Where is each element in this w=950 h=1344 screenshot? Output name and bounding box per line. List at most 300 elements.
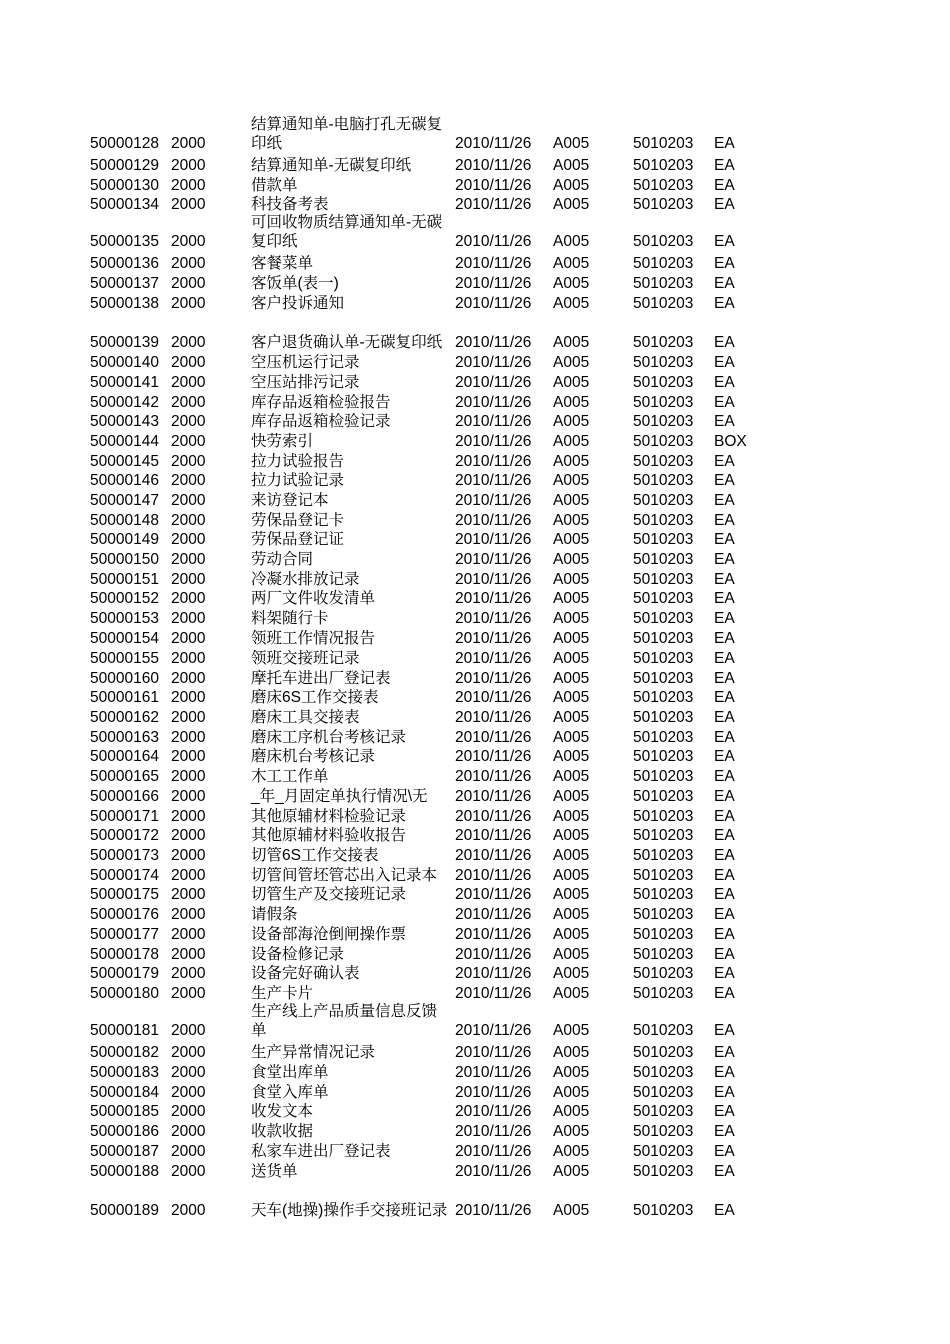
account-cell: 5010203 — [633, 334, 694, 351]
unit-cell: EA — [714, 334, 735, 351]
description-cell: 劳动合同 — [251, 551, 314, 568]
account-cell: 5010203 — [633, 689, 694, 706]
material-code-cell: 50000155 — [90, 650, 159, 667]
account-cell: 5010203 — [633, 768, 694, 785]
material-code-cell: 50000179 — [90, 965, 159, 982]
unit-cell: EA — [714, 177, 735, 194]
unit-cell: EA — [714, 926, 735, 943]
unit-cell: EA — [714, 650, 735, 667]
plant-code-cell: 2000 — [171, 985, 206, 1002]
material-code-cell: 50000189 — [90, 1202, 159, 1219]
type-cell: A005 — [553, 157, 590, 174]
description-cell: 天车(地操)操作手交接班记录 — [251, 1202, 448, 1219]
material-code-cell: 50000136 — [90, 255, 159, 272]
table-row — [0, 707, 950, 727]
plant-code-cell: 2000 — [171, 394, 206, 411]
unit-cell: EA — [714, 472, 735, 489]
table-row — [0, 1121, 950, 1141]
material-code-cell: 50000175 — [90, 886, 159, 903]
plant-code-cell: 2000 — [171, 827, 206, 844]
unit-cell: EA — [714, 551, 735, 568]
description-cell: 摩托车进出厂登记表 — [251, 670, 391, 687]
date-cell: 2010/11/26 — [455, 1163, 532, 1180]
table-row — [0, 431, 950, 451]
plant-code-cell: 2000 — [171, 1044, 206, 1061]
plant-code-cell: 2000 — [171, 1084, 206, 1101]
material-code-cell: 50000187 — [90, 1143, 159, 1160]
date-cell: 2010/11/26 — [455, 394, 532, 411]
account-cell: 5010203 — [633, 729, 694, 746]
material-code-cell: 50000183 — [90, 1064, 159, 1081]
account-cell: 5010203 — [633, 867, 694, 884]
material-code-cell: 50000150 — [90, 551, 159, 568]
table-row — [0, 372, 950, 392]
date-cell: 2010/11/26 — [455, 630, 532, 647]
table-row — [0, 628, 950, 648]
type-cell: A005 — [553, 689, 590, 706]
material-code-cell: 50000162 — [90, 709, 159, 726]
description-cell: 料架随行卡 — [251, 610, 329, 627]
date-cell: 2010/11/26 — [455, 492, 532, 509]
unit-cell: EA — [714, 906, 735, 923]
unit-cell: EA — [714, 413, 735, 430]
unit-cell: EA — [714, 847, 735, 864]
table-row — [0, 1042, 950, 1062]
table-row — [0, 1161, 950, 1181]
type-cell: A005 — [553, 551, 590, 568]
table-row — [0, 806, 950, 826]
plant-code-cell: 2000 — [171, 453, 206, 470]
date-cell: 2010/11/26 — [455, 729, 532, 746]
date-cell: 2010/11/26 — [455, 354, 532, 371]
material-code-cell: 50000165 — [90, 768, 159, 785]
account-cell: 5010203 — [633, 827, 694, 844]
type-cell: A005 — [553, 965, 590, 982]
date-cell: 2010/11/26 — [455, 531, 532, 548]
plant-code-cell: 2000 — [171, 334, 206, 351]
date-cell: 2010/11/26 — [455, 255, 532, 272]
account-cell: 5010203 — [633, 255, 694, 272]
material-code-cell: 50000181 — [90, 1022, 159, 1039]
material-code-cell: 50000166 — [90, 788, 159, 805]
unit-cell: EA — [714, 867, 735, 884]
material-code-cell: 50000174 — [90, 867, 159, 884]
account-cell: 5010203 — [633, 433, 694, 450]
unit-cell: EA — [714, 1044, 735, 1061]
type-cell: A005 — [553, 590, 590, 607]
plant-code-cell: 2000 — [171, 748, 206, 765]
type-cell: A005 — [553, 709, 590, 726]
plant-code-cell: 2000 — [171, 492, 206, 509]
account-cell: 5010203 — [633, 1202, 694, 1219]
table-row — [0, 588, 950, 608]
table-row — [0, 1082, 950, 1102]
plant-code-cell: 2000 — [171, 630, 206, 647]
account-cell: 5010203 — [633, 1064, 694, 1081]
type-cell: A005 — [553, 670, 590, 687]
table-row — [0, 687, 950, 707]
date-cell: 2010/11/26 — [455, 689, 532, 706]
plant-code-cell: 2000 — [171, 571, 206, 588]
date-cell: 2010/11/26 — [455, 1084, 532, 1101]
description-cell: 收发文本 — [251, 1103, 314, 1120]
date-cell: 2010/11/26 — [455, 275, 532, 292]
description-cell: 磨床工序机台考核记录 — [251, 729, 407, 746]
description-cell: 劳保品登记卡 — [251, 512, 345, 529]
type-cell: A005 — [553, 1084, 590, 1101]
date-cell: 2010/11/26 — [455, 1064, 532, 1081]
date-cell: 2010/11/26 — [455, 768, 532, 785]
account-cell: 5010203 — [633, 1103, 694, 1120]
material-code-cell: 50000140 — [90, 354, 159, 371]
unit-cell: EA — [714, 827, 735, 844]
material-code-cell: 50000129 — [90, 157, 159, 174]
table-row — [0, 845, 950, 865]
unit-cell: EA — [714, 709, 735, 726]
type-cell: A005 — [553, 374, 590, 391]
type-cell: A005 — [553, 295, 590, 312]
description-cell: 切管生产及交接班记录 — [251, 886, 407, 903]
material-code-cell: 50000173 — [90, 847, 159, 864]
description-cell: 食堂出库单 — [251, 1064, 329, 1081]
account-cell: 5010203 — [633, 985, 694, 1002]
description-cell: 收款收据 — [251, 1123, 314, 1140]
plant-code-cell: 2000 — [171, 531, 206, 548]
material-code-cell: 50000134 — [90, 196, 159, 213]
plant-code-cell: 2000 — [171, 255, 206, 272]
table-row — [0, 865, 950, 885]
date-cell: 2010/11/26 — [455, 1103, 532, 1120]
date-cell: 2010/11/26 — [455, 157, 532, 174]
material-code-cell: 50000144 — [90, 433, 159, 450]
description-cell: 其他原辅材料验收报告 — [251, 827, 407, 844]
material-code-cell: 50000128 — [90, 135, 159, 152]
table-row — [0, 549, 950, 569]
date-cell: 2010/11/26 — [455, 1143, 532, 1160]
description-cell: 设备检修记录 — [251, 946, 345, 963]
table-row — [0, 1062, 950, 1082]
type-cell: A005 — [553, 334, 590, 351]
material-code-cell: 50000180 — [90, 985, 159, 1002]
type-cell: A005 — [553, 177, 590, 194]
type-cell: A005 — [553, 1202, 590, 1219]
table-row — [0, 884, 950, 904]
table-row — [0, 490, 950, 510]
type-cell: A005 — [553, 610, 590, 627]
description-cell: 生产异常情况记录 — [251, 1044, 376, 1061]
material-code-cell: 50000135 — [90, 233, 159, 250]
account-cell: 5010203 — [633, 1044, 694, 1061]
account-cell: 5010203 — [633, 472, 694, 489]
unit-cell: EA — [714, 453, 735, 470]
plant-code-cell: 2000 — [171, 1064, 206, 1081]
material-code-cell: 50000142 — [90, 394, 159, 411]
date-cell: 2010/11/26 — [455, 196, 532, 213]
description-cell: 库存品返箱检验记录 — [251, 413, 391, 430]
type-cell: A005 — [553, 827, 590, 844]
table-row — [0, 332, 950, 352]
account-cell: 5010203 — [633, 275, 694, 292]
date-cell: 2010/11/26 — [455, 590, 532, 607]
unit-cell: EA — [714, 196, 735, 213]
table-row — [0, 608, 950, 628]
unit-cell: EA — [714, 1084, 735, 1101]
unit-cell: EA — [714, 965, 735, 982]
plant-code-cell: 2000 — [171, 788, 206, 805]
description-cell: 借款单 — [251, 177, 298, 194]
description-cell: 送货单 — [251, 1163, 298, 1180]
plant-code-cell: 2000 — [171, 233, 206, 250]
unit-cell: EA — [714, 630, 735, 647]
unit-cell: EA — [714, 748, 735, 765]
plant-code-cell: 2000 — [171, 1163, 206, 1180]
table-row — [0, 786, 950, 806]
plant-code-cell: 2000 — [171, 729, 206, 746]
material-code-cell: 50000172 — [90, 827, 159, 844]
table-row — [0, 668, 950, 688]
material-code-cell: 50000188 — [90, 1163, 159, 1180]
table-row — [0, 451, 950, 471]
plant-code-cell: 2000 — [171, 650, 206, 667]
table-row — [0, 944, 950, 964]
account-cell: 5010203 — [633, 590, 694, 607]
description-cell: 切管间管坯管芯出入记录本 — [251, 867, 438, 884]
description-cell: 切管6S工作交接表 — [251, 847, 379, 864]
table-row — [0, 766, 950, 786]
type-cell: A005 — [553, 650, 590, 667]
unit-cell: EA — [714, 768, 735, 785]
table-row — [0, 1141, 950, 1161]
date-cell: 2010/11/26 — [455, 650, 532, 667]
unit-cell: EA — [714, 275, 735, 292]
date-cell: 2010/11/26 — [455, 571, 532, 588]
account-cell: 5010203 — [633, 630, 694, 647]
description-cell: 木工工作单 — [251, 768, 329, 785]
type-cell: A005 — [553, 433, 590, 450]
type-cell: A005 — [553, 1103, 590, 1120]
description-cell: 磨床机台考核记录 — [251, 748, 376, 765]
material-code-cell: 50000148 — [90, 512, 159, 529]
date-cell: 2010/11/26 — [455, 788, 532, 805]
description-cell: 结算通知单-无碳复印纸 — [251, 157, 412, 174]
type-cell: A005 — [553, 926, 590, 943]
description-cell: 磨床工具交接表 — [251, 709, 360, 726]
type-cell: A005 — [553, 1163, 590, 1180]
material-code-cell: 50000152 — [90, 590, 159, 607]
type-cell: A005 — [553, 492, 590, 509]
unit-cell: EA — [714, 808, 735, 825]
plant-code-cell: 2000 — [171, 354, 206, 371]
plant-code-cell: 2000 — [171, 295, 206, 312]
account-cell: 5010203 — [633, 551, 694, 568]
description-cell: 生产线上产品质量信息反馈单 — [251, 1003, 438, 1039]
type-cell: A005 — [553, 748, 590, 765]
plant-code-cell: 2000 — [171, 1202, 206, 1219]
plant-code-cell: 2000 — [171, 808, 206, 825]
plant-code-cell: 2000 — [171, 1123, 206, 1140]
unit-cell: EA — [714, 1064, 735, 1081]
description-cell: 空压站排污记录 — [251, 374, 360, 391]
unit-cell: EA — [714, 985, 735, 1002]
date-cell: 2010/11/26 — [455, 847, 532, 864]
description-cell: 私家车进出厂登记表 — [251, 1143, 391, 1160]
plant-code-cell: 2000 — [171, 965, 206, 982]
account-cell: 5010203 — [633, 946, 694, 963]
material-code-cell: 50000154 — [90, 630, 159, 647]
plant-code-cell: 2000 — [171, 1103, 206, 1120]
type-cell: A005 — [553, 1022, 590, 1039]
type-cell: A005 — [553, 135, 590, 152]
date-cell: 2010/11/26 — [455, 135, 532, 152]
type-cell: A005 — [553, 531, 590, 548]
date-cell: 2010/11/26 — [455, 906, 532, 923]
material-code-cell: 50000138 — [90, 295, 159, 312]
unit-cell: EA — [714, 788, 735, 805]
table-row — [0, 1001, 950, 1040]
material-code-cell: 50000151 — [90, 571, 159, 588]
material-code-cell: 50000186 — [90, 1123, 159, 1140]
plant-code-cell: 2000 — [171, 709, 206, 726]
account-cell: 5010203 — [633, 295, 694, 312]
date-cell: 2010/11/26 — [455, 413, 532, 430]
account-cell: 5010203 — [633, 788, 694, 805]
date-cell: 2010/11/26 — [455, 512, 532, 529]
account-cell: 5010203 — [633, 233, 694, 250]
date-cell: 2010/11/26 — [455, 453, 532, 470]
table-row — [0, 273, 950, 293]
unit-cell: EA — [714, 689, 735, 706]
table-row — [0, 175, 950, 195]
account-cell: 5010203 — [633, 374, 694, 391]
account-cell: 5010203 — [633, 1163, 694, 1180]
type-cell: A005 — [553, 413, 590, 430]
description-cell: 设备完好确认表 — [251, 965, 360, 982]
material-code-cell: 50000147 — [90, 492, 159, 509]
description-cell: 其他原辅材料检验记录 — [251, 808, 407, 825]
account-cell: 5010203 — [633, 1143, 694, 1160]
description-cell: 可回收物质结算通知单-无碳复印纸 — [251, 214, 443, 250]
account-cell: 5010203 — [633, 394, 694, 411]
description-cell: 科技备考表 — [251, 196, 329, 213]
plant-code-cell: 2000 — [171, 135, 206, 152]
description-cell: 磨床6S工作交接表 — [251, 689, 379, 706]
type-cell: A005 — [553, 512, 590, 529]
date-cell: 2010/11/26 — [455, 748, 532, 765]
account-cell: 5010203 — [633, 413, 694, 430]
material-code-cell: 50000130 — [90, 177, 159, 194]
account-cell: 5010203 — [633, 748, 694, 765]
table-row — [0, 293, 950, 313]
description-cell: 快劳索引 — [251, 433, 314, 450]
date-cell: 2010/11/26 — [455, 1202, 532, 1219]
description-cell: 拉力试验报告 — [251, 453, 345, 470]
plant-code-cell: 2000 — [171, 472, 206, 489]
plant-code-cell: 2000 — [171, 768, 206, 785]
plant-code-cell: 2000 — [171, 1022, 206, 1039]
unit-cell: EA — [714, 157, 735, 174]
material-code-cell: 50000185 — [90, 1103, 159, 1120]
plant-code-cell: 2000 — [171, 926, 206, 943]
description-cell: 生产卡片 — [251, 985, 314, 1002]
unit-cell: EA — [714, 1022, 735, 1039]
table-row — [0, 825, 950, 845]
unit-cell: EA — [714, 729, 735, 746]
material-code-cell: 50000164 — [90, 748, 159, 765]
type-cell: A005 — [553, 571, 590, 588]
description-cell: 客餐菜单 — [251, 255, 314, 272]
type-cell: A005 — [553, 867, 590, 884]
table-row — [0, 983, 950, 1003]
account-cell: 5010203 — [633, 610, 694, 627]
type-cell: A005 — [553, 1044, 590, 1061]
plant-code-cell: 2000 — [171, 946, 206, 963]
unit-cell: EA — [714, 135, 735, 152]
account-cell: 5010203 — [633, 531, 694, 548]
plant-code-cell: 2000 — [171, 413, 206, 430]
description-cell: _年_月固定单执行情况\无 — [251, 788, 428, 805]
plant-code-cell: 2000 — [171, 512, 206, 529]
table-row — [0, 904, 950, 924]
plant-code-cell: 2000 — [171, 610, 206, 627]
table-row — [0, 648, 950, 668]
plant-code-cell: 2000 — [171, 1143, 206, 1160]
date-cell: 2010/11/26 — [455, 334, 532, 351]
unit-cell: EA — [714, 946, 735, 963]
material-code-cell: 50000177 — [90, 926, 159, 943]
plant-code-cell: 2000 — [171, 689, 206, 706]
table-row — [0, 411, 950, 431]
date-cell: 2010/11/26 — [455, 1044, 532, 1061]
table-row — [0, 1101, 950, 1121]
description-cell: 拉力试验记录 — [251, 472, 345, 489]
date-cell: 2010/11/26 — [455, 233, 532, 250]
account-cell: 5010203 — [633, 453, 694, 470]
account-cell: 5010203 — [633, 965, 694, 982]
plant-code-cell: 2000 — [171, 551, 206, 568]
unit-cell: BOX — [714, 433, 747, 450]
type-cell: A005 — [553, 354, 590, 371]
type-cell: A005 — [553, 946, 590, 963]
plant-code-cell: 2000 — [171, 886, 206, 903]
table-row — [0, 1181, 950, 1220]
type-cell: A005 — [553, 394, 590, 411]
type-cell: A005 — [553, 1123, 590, 1140]
material-code-cell: 50000184 — [90, 1084, 159, 1101]
date-cell: 2010/11/26 — [455, 926, 532, 943]
plant-code-cell: 2000 — [171, 177, 206, 194]
account-cell: 5010203 — [633, 512, 694, 529]
type-cell: A005 — [553, 196, 590, 213]
material-code-cell: 50000143 — [90, 413, 159, 430]
account-cell: 5010203 — [633, 492, 694, 509]
account-cell: 5010203 — [633, 571, 694, 588]
unit-cell: EA — [714, 295, 735, 312]
description-cell: 客饭单(表一) — [251, 275, 339, 292]
unit-cell: EA — [714, 571, 735, 588]
unit-cell: EA — [714, 354, 735, 371]
date-cell: 2010/11/26 — [455, 827, 532, 844]
date-cell: 2010/11/26 — [455, 295, 532, 312]
description-cell: 两厂文件收发清单 — [251, 590, 376, 607]
table-row — [0, 727, 950, 747]
type-cell: A005 — [553, 768, 590, 785]
account-cell: 5010203 — [633, 1123, 694, 1140]
date-cell: 2010/11/26 — [455, 886, 532, 903]
plant-code-cell: 2000 — [171, 670, 206, 687]
type-cell: A005 — [553, 906, 590, 923]
description-cell: 领班工作情况报告 — [251, 630, 376, 647]
description-cell: 领班交接班记录 — [251, 650, 360, 667]
